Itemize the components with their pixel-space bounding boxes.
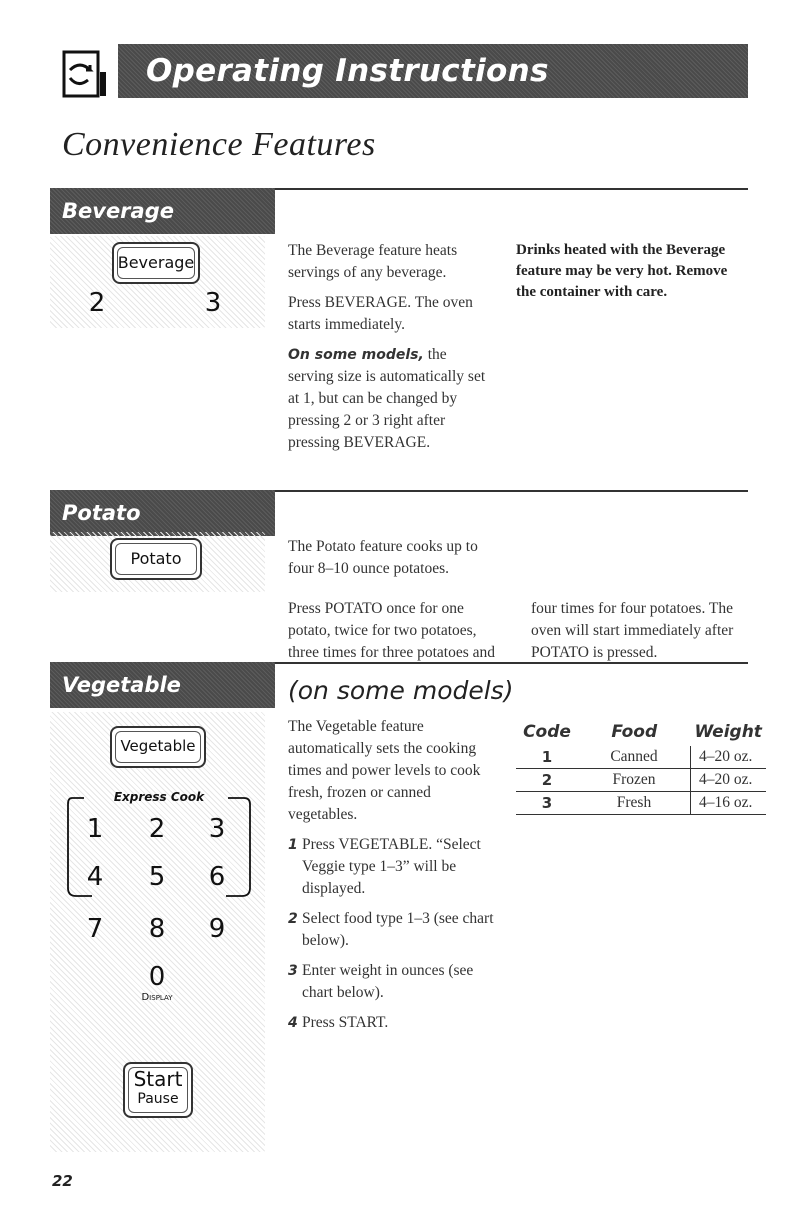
start-pause-button[interactable] [123,1062,193,1118]
vegetable-tab [50,662,275,708]
step-item: 3 Enter weight in ounces (see chart below). [288,962,474,1001]
header-title: Operating Instructions [146,53,549,89]
key-0[interactable]: 0 [148,962,166,992]
beverage-panel [50,236,265,328]
pause-label: Pause [137,1091,179,1107]
vegetable-button[interactable] [110,726,206,768]
vegetable-text [288,716,500,1042]
beverage-rule [275,188,748,190]
step-item: 1 Press VEGETABLE. “Select Veggie type 1–3” will be displayed. [288,836,481,897]
chart-header-food: Food [611,722,658,742]
beverage-para1: The Beverage feature heats servings of any beverage. [288,242,458,281]
potato-tab-label: Potato [62,501,141,525]
table-row: 2 Frozen 4–20 oz. [516,769,766,792]
potato-panel [50,532,265,592]
vegetable-keypad-panel [50,712,265,1152]
key-7[interactable]: 7 [86,914,104,944]
page-number: 22 [52,1172,73,1190]
key-8[interactable]: 8 [148,914,166,944]
display-label: Display [141,992,173,1003]
page-title: Convenience Features [62,126,376,163]
beverage-tab [50,188,275,234]
vegetable-subheading: (on some models) [288,676,514,705]
step-item: 2 Select food type 1–3 (see chart below). [288,910,494,949]
key-9[interactable]: 9 [208,914,226,944]
beverage-tab-label: Beverage [62,199,174,223]
beverage-text [288,240,493,462]
beverage-warning: Drinks heated with the Beverage feature may be very hot. Remove the container with care. [516,242,728,300]
vegetable-intro: The Vegetable feature automatically sets the cooking times and power levels to cook fresh, frozen or canned vegetables. [288,718,481,823]
key-2[interactable]: 2 [148,814,166,844]
potato-button[interactable] [110,538,202,580]
beverage-para3-lead: On some models, [288,347,424,363]
vegetable-tab-label: Vegetable [62,673,181,697]
potato-rule [275,490,748,492]
header-banner [118,44,748,98]
beverage-button[interactable] [112,242,200,284]
key-1[interactable]: 1 [86,814,104,844]
table-row: 1 Canned 4–20 oz. [516,746,766,769]
key-3[interactable]: 3 [204,288,222,318]
chart-header-weight: Weight [694,722,762,742]
potato-text-col1 [288,536,493,588]
vegetable-steps [288,834,500,1034]
key-6[interactable]: 6 [208,862,226,892]
key-5[interactable]: 5 [148,862,166,892]
chart-header-code: Code [523,722,571,742]
book-arrow-icon [62,48,108,98]
beverage-para2: Press BEVERAGE. The oven starts immediately. [288,294,473,333]
potato-button-label: Potato [130,549,182,568]
key-2[interactable]: 2 [88,288,106,318]
key-3[interactable]: 3 [208,814,226,844]
key-4[interactable]: 4 [86,862,104,892]
express-cook-label: Express Cook [113,790,205,804]
table-row: 3 Fresh 4–16 oz. [516,792,766,815]
vegetable-button-label: Vegetable [120,737,196,755]
potato-para1: The Potato feature cooks up to four 8–10 ounce potatoes. [288,538,478,577]
potato-para2: Press POTATO once for one potato, twice for two potatoes, three times for three potatoes and four times for four potatoes. The oven will start immediately after POTATO is pressed. [288,600,734,661]
potato-tab [50,490,275,536]
vegetable-chart [516,722,766,815]
start-label: Start [133,1067,183,1091]
beverage-para3 [288,344,493,454]
beverage-para3-rest: the serving size is automatically set at 1, but can be changed by pressing 2 or 3 right after pressing BEVERAGE. [288,346,486,451]
vegetable-rule [275,662,748,664]
step-item: 4 Press START. [288,1014,389,1031]
beverage-button-label: Beverage [117,253,195,272]
